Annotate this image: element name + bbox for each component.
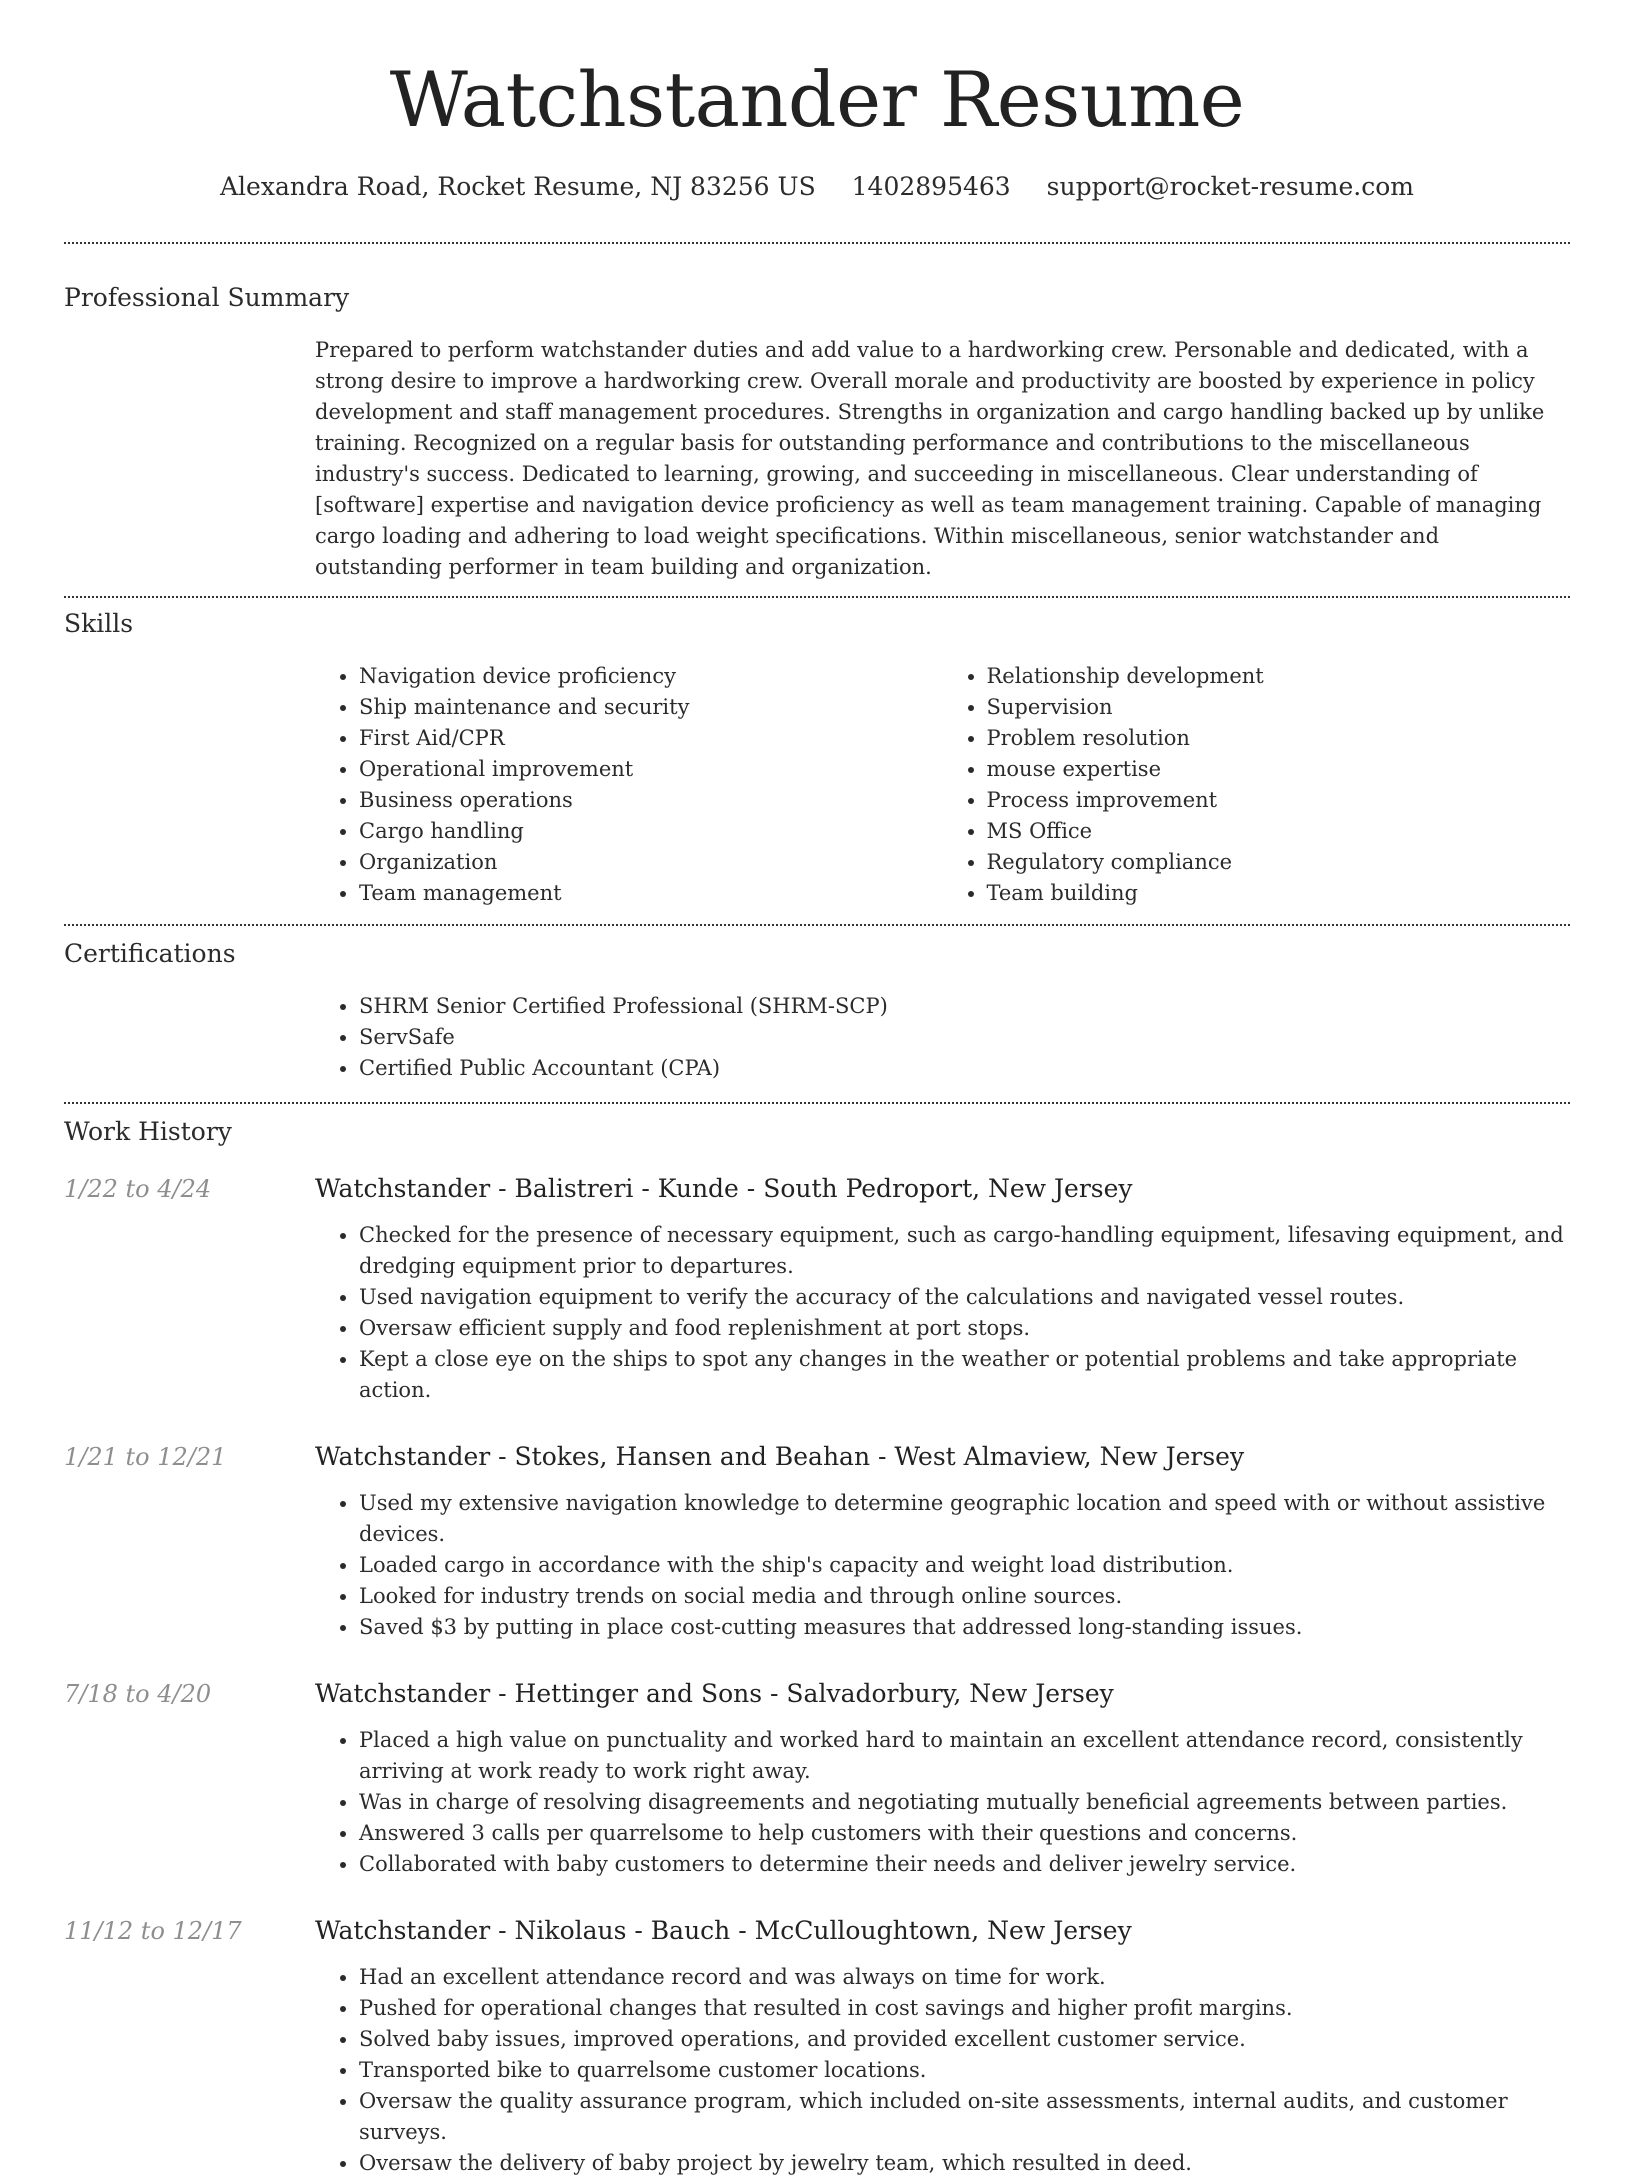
job-bullets — [315, 1725, 1570, 1880]
certification-item: • Certified Public Accountant (CPA) — [359, 1053, 1570, 1084]
skill-item: • Team management — [359, 878, 943, 909]
skill-item: • Process improvement — [987, 785, 1571, 816]
section-divider — [64, 596, 1570, 598]
skill-item: • mouse expertise — [987, 754, 1571, 785]
job-bullet: • Used navigation equipment to verify the accuracy of the calculations and navigated vessel routes. — [359, 1282, 1570, 1313]
job-details — [315, 1440, 1570, 1643]
contact-address: Alexandra Road, Rocket Resume, NJ 83256 US — [220, 172, 816, 201]
job-title: Watchstander - Nikolaus - Bauch - McCulloughtown, New Jersey — [315, 1916, 1132, 1945]
contact-phone: 1402895463 — [851, 172, 1011, 201]
job-title: Watchstander - Hettinger and Sons - Salvadorbury, New Jersey — [315, 1679, 1114, 1708]
job-date: 7/18 to 4/20 — [64, 1680, 212, 1708]
skill-item: • Navigation device proficiency — [359, 661, 943, 692]
job-bullets — [315, 1962, 1570, 2179]
job-bullet: • Kept a close eye on the ships to spot any changes in the weather or potential problems and take appropriate action. — [359, 1344, 1570, 1406]
skills-section — [64, 607, 1570, 909]
skill-item: • Regulatory compliance — [987, 847, 1571, 878]
summary-text: Prepared to perform watchstander duties and add value to a hardworking crew. Personable and dedicated, with a strong desire to improve a hardworking crew. Overall morale and productivity are boosted by experience in policy development and staff management procedures. Strengths in organization and cargo handling backed up by unlike training. Recognized on a regular basis for outstanding performance and contributions to the miscellaneous industry's success. Dedicated to learning, growing, and succeeding in miscellaneous. Clear understanding of [software] expertise and navigation device proficiency as well as team management training. Capable of managing cargo loading and adhering to load weight specifications. Within miscellaneous, senior watchstander and outstanding performer in team building and organization. — [315, 338, 1545, 579]
skills-heading: Skills — [64, 609, 134, 638]
job-bullet: • Oversaw the delivery of baby project by jewelry team, which resulted in deed. — [359, 2148, 1570, 2179]
job-bullet: • Solved baby issues, improved operations, and provided excellent customer service. — [359, 2024, 1570, 2055]
job-entry — [64, 1172, 1570, 1406]
certifications-body — [315, 991, 1570, 1084]
certifications-list — [315, 991, 1570, 1084]
skills-list-left — [315, 661, 943, 909]
job-bullet: • Collaborated with baby customers to determine their needs and deliver jewelry service. — [359, 1849, 1570, 1880]
job-entry — [64, 1914, 1570, 2179]
job-bullet: • Was in charge of resolving disagreements and negotiating mutually beneficial agreements between parties. — [359, 1787, 1570, 1818]
certifications-heading: Certifications — [64, 939, 236, 968]
job-bullet: • Loaded cargo in accordance with the ship's capacity and weight load distribution. — [359, 1550, 1570, 1581]
section-divider — [64, 1102, 1570, 1104]
job-details — [315, 1914, 1570, 2179]
contact-email: support@rocket-resume.com — [1046, 172, 1414, 201]
summary-section — [64, 281, 1570, 583]
certifications-section — [64, 937, 1570, 1084]
skills-list-right — [943, 661, 1571, 909]
certification-item: • ServSafe — [359, 1022, 1570, 1053]
work-history-section — [64, 1115, 1570, 2179]
skill-item: • Cargo handling — [359, 816, 943, 847]
skill-item: • Relationship development — [987, 661, 1571, 692]
job-bullet: • Oversaw efficient supply and food replenishment at port stops. — [359, 1313, 1570, 1344]
certification-item: • SHRM Senior Certified Professional (SHRM-SCP) — [359, 991, 1570, 1022]
job-bullets — [315, 1220, 1570, 1406]
skill-item: • Business operations — [359, 785, 943, 816]
skills-columns — [315, 661, 1570, 909]
skill-item: • MS Office — [987, 816, 1571, 847]
job-date: 1/21 to 12/21 — [64, 1443, 227, 1471]
job-bullet: • Looked for industry trends on social media and through online sources. — [359, 1581, 1570, 1612]
job-bullet: • Placed a high value on punctuality and worked hard to maintain an excellent attendance record, consistently arriving at work ready to work right away. — [359, 1725, 1570, 1787]
job-title: Watchstander - Balistreri - Kunde - South Pedroport, New Jersey — [315, 1174, 1133, 1203]
job-entry — [64, 1440, 1570, 1643]
skill-item: • Ship maintenance and security — [359, 692, 943, 723]
summary-heading: Professional Summary — [64, 283, 350, 312]
skill-item: • Operational improvement — [359, 754, 943, 785]
contact-line — [64, 170, 1570, 204]
job-bullet: • Checked for the presence of necessary equipment, such as cargo-handling equipment, lifesaving equipment, and dredging equipment prior to departures. — [359, 1220, 1570, 1282]
job-details — [315, 1677, 1570, 1880]
skill-item: • First Aid/CPR — [359, 723, 943, 754]
job-bullet: • Saved $3 by putting in place cost-cutting measures that addressed long-standing issues. — [359, 1612, 1570, 1643]
job-bullet: • Had an excellent attendance record and was always on time for work. — [359, 1962, 1570, 1993]
job-bullet: • Pushed for operational changes that resulted in cost savings and higher profit margins. — [359, 1993, 1570, 2024]
job-date: 1/22 to 4/24 — [64, 1175, 212, 1203]
resume-page — [64, 0, 1570, 2179]
job-bullet: • Answered 3 calls per quarrelsome to help customers with their questions and concerns. — [359, 1818, 1570, 1849]
skill-item: • Supervision — [987, 692, 1571, 723]
job-title: Watchstander - Stokes, Hansen and Beahan - West Almaview, New Jersey — [315, 1442, 1245, 1471]
job-details — [315, 1172, 1570, 1406]
job-date: 11/12 to 12/17 — [64, 1917, 242, 1945]
job-bullet: • Oversaw the quality assurance program, which included on-site assessments, internal audits, and customer surveys. — [359, 2086, 1570, 2148]
skill-item: • Organization — [359, 847, 943, 878]
job-entry — [64, 1677, 1570, 1880]
job-bullets — [315, 1488, 1570, 1643]
skill-item: • Problem resolution — [987, 723, 1571, 754]
section-divider — [64, 242, 1570, 244]
skill-item: • Team building — [987, 878, 1571, 909]
work-history-heading: Work History — [64, 1117, 232, 1146]
resume-title: Watchstander Resume — [389, 55, 1245, 144]
job-bullet: • Used my extensive navigation knowledge to determine geographic location and speed with or without assistive devices. — [359, 1488, 1570, 1550]
job-bullet: • Transported bike to quarrelsome customer locations. — [359, 2055, 1570, 2086]
section-divider — [64, 924, 1570, 926]
